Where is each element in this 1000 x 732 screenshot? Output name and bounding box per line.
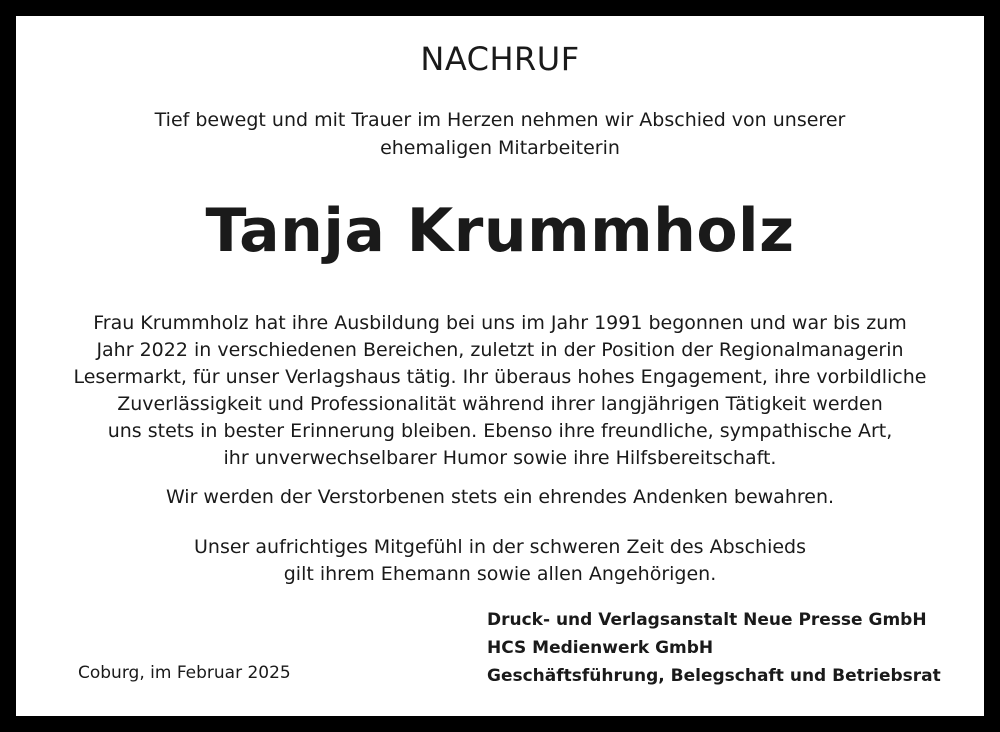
tribute-text xyxy=(16,310,984,472)
tribute-line: Lesermarkt, für unser Verlagshaus tätig. Ihr überaus hohes Engagement, ihre vorbildliche xyxy=(73,366,927,388)
tribute-line: ihr unverwechselbarer Humor sowie ihre Hilfsbereitschaft. xyxy=(223,447,777,469)
notice-heading: NACHRUF xyxy=(420,40,580,78)
sympathy-text xyxy=(16,534,984,588)
signature-line: HCS Medienwerk GmbH xyxy=(487,638,714,658)
intro-text xyxy=(16,106,984,162)
obituary-notice xyxy=(16,16,984,716)
place-date: Coburg, im Februar 2025 xyxy=(78,663,291,683)
tribute-line: Jahr 2022 in verschiedenen Bereichen, zuletzt in der Position der Regionalmanagerin xyxy=(96,339,904,361)
signature-block xyxy=(487,606,941,690)
sympathy-line: gilt ihrem Ehemann sowie allen Angehörigen. xyxy=(283,563,717,585)
intro-line: ehemaligen Mitarbeiterin xyxy=(380,137,620,159)
sympathy-line: Unser aufrichtiges Mitgefühl in der schweren Zeit des Abschieds xyxy=(194,536,806,558)
memorial-line: Wir werden der Verstorbenen stets ein ehrendes Andenken bewahren. xyxy=(165,486,835,508)
signature-line: Druck- und Verlagsanstalt Neue Presse GmbH xyxy=(487,610,927,630)
deceased-name: Tanja Krummholz xyxy=(205,196,795,266)
signature-line: Geschäftsführung, Belegschaft und Betriebsrat xyxy=(487,666,941,686)
tribute-line: Zuverlässigkeit und Professionalität während ihrer langjährigen Tätigkeit werden xyxy=(117,393,883,415)
tribute-line: Frau Krummholz hat ihre Ausbildung bei uns im Jahr 1991 begonnen und war bis zum xyxy=(93,312,907,334)
tribute-line: uns stets in bester Erinnerung bleiben. Ebenso ihre freundliche, sympathische Art, xyxy=(107,420,893,442)
intro-line: Tief bewegt und mit Trauer im Herzen nehmen wir Abschied von unserer xyxy=(154,109,846,131)
